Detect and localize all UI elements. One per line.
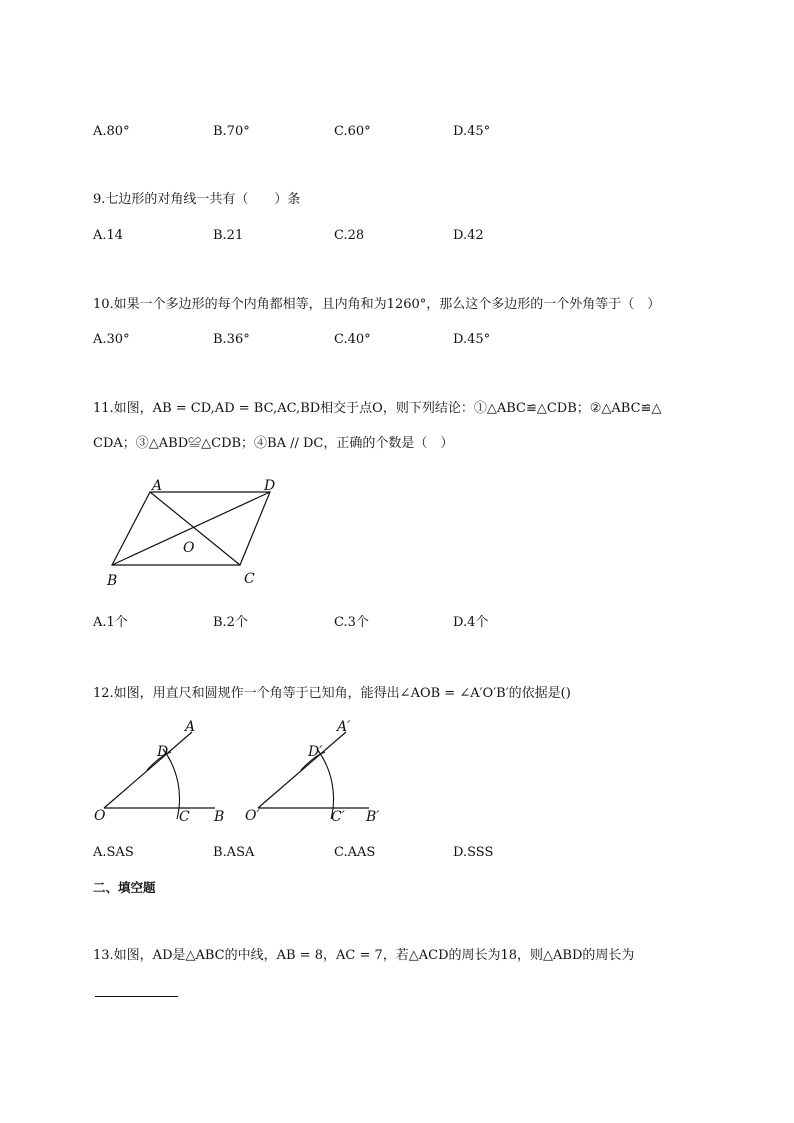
q11-option-b: B.2个	[213, 615, 248, 630]
q11-label-a: A	[152, 478, 163, 494]
q10-option-d: D.45°	[453, 332, 491, 347]
q12-left-label-o: O	[94, 808, 106, 824]
q12-right-label-b-prime: B′	[366, 809, 380, 825]
q11-option-c: C.3个	[334, 615, 369, 630]
q12-left-label-a: A	[185, 719, 196, 735]
q12-option-a: A.SAS	[93, 845, 134, 860]
q12-right-label-c-prime: C′	[331, 809, 345, 825]
q12-option-d: D.SSS	[453, 845, 494, 860]
q11-parallelogram-figure	[100, 474, 290, 589]
q8-option-c: C.60°	[334, 124, 371, 139]
q11-label-d: D	[264, 478, 276, 494]
q11-stem-line2: CDA；③△ABD≌△CDB；④BA // DC，正确的个数是（ ）	[93, 436, 454, 451]
q8-option-a: A.80°	[93, 124, 130, 139]
q12-option-b: B.ASA	[213, 845, 255, 860]
q12-left-label-c: C	[179, 809, 190, 825]
q11-label-b: B	[107, 573, 118, 589]
section-fill-in-title: 二、填空题	[93, 880, 156, 895]
q11-option-a: A.1个	[93, 615, 128, 630]
q9-option-a: A.14	[93, 228, 124, 243]
q12-right-label-o-prime: O′	[245, 808, 260, 824]
q12-option-c: C.AAS	[334, 845, 376, 860]
q12-stem: 12.如图，用直尺和圆规作一个角等于已知角，能得出∠AOB = ∠A′O′B′的依据是()	[93, 686, 571, 701]
q12-right-label-a-prime: A′	[337, 719, 351, 735]
q9-stem: 9.七边形的对角线一共有（ ）条	[93, 192, 301, 207]
q12-angle-figure-right	[244, 716, 404, 826]
q12-angle-figure-left	[90, 716, 240, 826]
q10-option-c: C.40°	[334, 332, 371, 347]
q12-left-label-d: D	[157, 744, 169, 760]
q11-label-c: C	[244, 571, 255, 587]
q11-option-d: D.4个	[453, 615, 489, 630]
q10-stem: 10.如果一个多边形的每个内角都相等，且内角和为1260°，那么这个多边形的一个外角等于（ ）	[93, 297, 661, 312]
q9-option-d: D.42	[453, 228, 484, 243]
q12-left-label-b: B	[214, 809, 225, 825]
q11-stem-line1: 11.如图，AB = CD,AD = BC,AC,BD相交于点O，则下列结论：①△ABC≌△CDB；②△ABC≌△	[93, 401, 662, 416]
q8-option-d: D.45°	[453, 124, 491, 139]
q8-option-b: B.70°	[213, 124, 250, 139]
q9-option-c: C.28	[334, 228, 365, 243]
q12-right-label-d-prime: D′	[308, 744, 323, 760]
q10-option-a: A.30°	[93, 332, 130, 347]
q13-answer-blank[interactable]	[95, 996, 178, 997]
q11-label-o: O	[183, 540, 195, 556]
q9-option-b: B.21	[213, 228, 244, 243]
q13-stem: 13.如图，AD是△ABC的中线，AB = 8，AC = 7，若△ACD的周长为18，则△ABD的周长为	[93, 948, 635, 963]
q10-option-b: B.36°	[213, 332, 250, 347]
